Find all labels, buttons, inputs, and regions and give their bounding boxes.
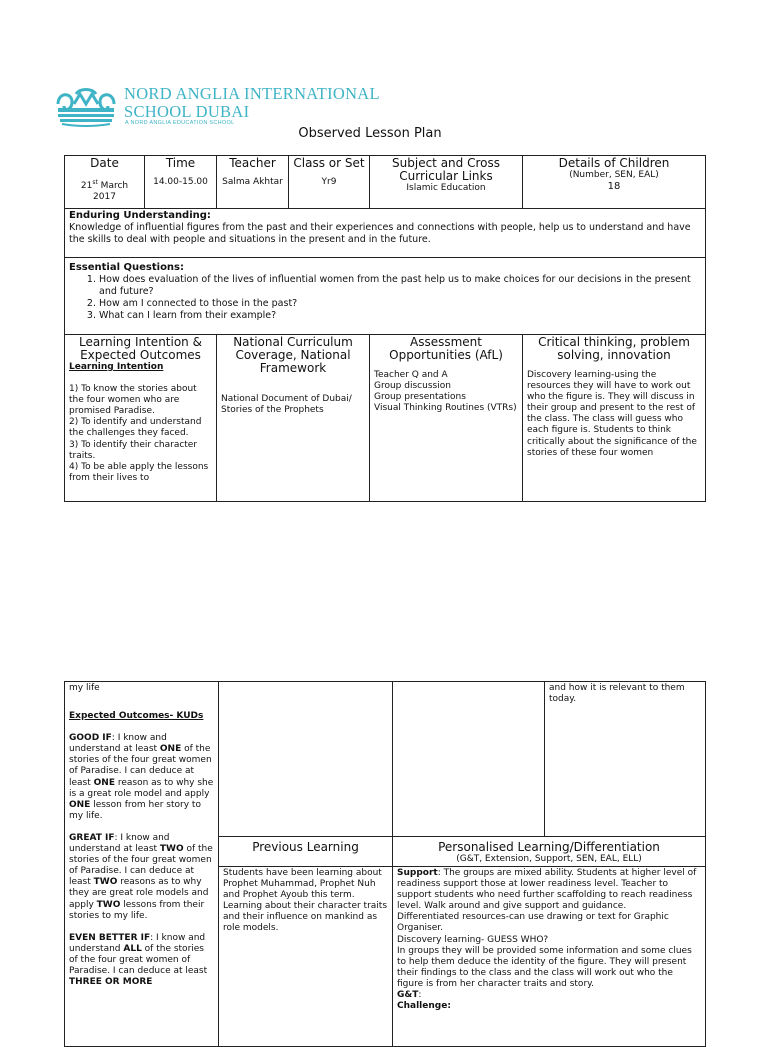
time-value: 14.00-15.00 [153,177,208,187]
national-curriculum-cell [217,335,370,502]
learning-intention-header: Learning Intention & Expected Outcomes [79,335,202,362]
crest-icon [54,84,118,128]
critical-thinking-continued-text: and how it is relevant to them today. [549,683,685,705]
previous-learning-text: Students have been learning about Prophet Muhammad, Prophet Nuh and Prophet Ayoub this term. Learning about their character traits and their influence on mankind as role models. [223,868,388,934]
learning-intention-cell [65,335,217,502]
class-value: Yr9 [321,177,337,187]
assessment-list [374,370,518,414]
support-text: Support: The groups are mixed ability. Students at higher level of readiness support those at lower readiness level. Teacher to support students who need further scaffolding to reach readiness level. Walk around and give support and guidance. [397,868,697,912]
children-value: 18 [607,181,621,192]
learning-intention-continued: my life [69,683,100,693]
logo-name-line1: NORD ANGLIA INTERNATIONAL [124,84,380,103]
children-cell [523,156,706,209]
date-value: 21st March 2017 [80,179,129,202]
assessment-item: Teacher Q and A [374,370,448,380]
outcome-even-better: EVEN BETTER IF: I know and understand ALL of the stories of the four great women of Paradise. I can deduce at least THREE OR MORE [69,932,208,988]
assessment-item: Group presentations [374,392,466,403]
teacher-header: Teacher [229,156,276,170]
class-header: Class or Set [293,156,365,170]
lesson-plan-table [64,155,706,502]
learning-intention-item: 1) To know the stories about the four women who are promised Paradise. [69,384,197,417]
logo-tagline: A NORD ANGLIA EDUCATION SCHOOL [125,120,235,126]
question-item: 3. What can I learn from their example? [99,310,701,322]
date-header: Date [90,156,119,170]
questions-label: Essential Questions: [69,262,185,273]
learning-intention-item: 2) To identify and understand the challenges they faced. [69,417,202,439]
enduring-label: Enduring Understanding: [69,210,211,221]
outcomes-cell [65,682,219,1047]
outcome-great: GREAT IF: I know and understand at least TWO of the stories of the four great women of Paradise. I can deduce at least TWO reasons as to why they are great role models and apply TWO lessons from their stories to my life. [69,832,213,921]
children-header: Details of Children [558,156,670,170]
critical-thinking-continued [545,682,706,837]
personalised-learning-subheader: (G&T, Extension, Support, SEN, EAL, ELL) [456,854,642,864]
previous-learning-header-cell [219,837,393,867]
discovery-text: Discovery learning- GUESS WHO? [397,934,549,945]
assessment-header: Assessment Opportunities (AfL) [389,335,503,362]
learning-intention-label: Learning Intention [69,362,164,372]
assessment-continued [393,682,545,837]
teacher-cell [217,156,289,209]
learning-intention-item: 3) To identify their character traits. [69,439,198,461]
learning-intention-item: 4) To be able apply the lessons from their lives to [69,461,209,483]
national-curriculum-continued [219,682,393,837]
lesson-plan-table-continued [64,681,706,1047]
date-cell [65,156,145,209]
national-curriculum-header: National Curriculum Coverage, National Framework [233,335,353,375]
class-cell [289,156,370,209]
assessment-item: Visual Thinking Routines (VTRs) [374,403,517,414]
critical-thinking-cell [523,335,706,502]
challenge-label: Challenge: [397,1001,451,1012]
previous-learning-cell [219,867,393,1047]
subject-value: Islamic Education [406,183,486,193]
assessment-item: Group discussion [374,381,451,392]
enduring-understanding [65,209,706,258]
questions-list [69,274,701,322]
outcome-good: GOOD IF: I know and understand at least ONE of the stories of the four great women of Paradise. I can deduce at least ONE reason as to why she is a great role model and apply ONE lesson from her story to my life. [69,733,214,821]
teacher-value: Salma Akhtar [222,177,283,187]
enduring-text: Knowledge of influential figures from the past and their experiences and connections with people, help us to understand and have the skills to deal with people and situations in the present and in the future. [69,222,691,245]
subject-cell [370,156,523,209]
personalised-learning-header: Personalised Learning/Differentiation [438,840,660,854]
assessment-cell [370,335,523,502]
critical-thinking-header: Critical thinking, problem solving, innovation [538,335,690,362]
national-curriculum-text: National Document of Dubai/ Stories of the Prophets [221,394,352,416]
essential-questions [65,258,706,335]
logo-name-line2: SCHOOL DUBAI [124,102,250,121]
time-cell [145,156,217,209]
critical-thinking-text: Discovery learning-using the resources they will have to work out who the figure is. They will discuss in their group and present to the rest of the class. The class will guess who each figure is. Students to think critically about the significance of the stories of these four women [527,370,697,458]
time-header: Time [165,156,196,170]
gifted-talented-label: G&T: [397,990,422,1001]
subject-header: Subject and Cross Curricular Links [392,156,500,183]
question-item: 1. How does evaluation of the lives of influential women from the past help us to make choices for our decisions in the present and future? [99,274,701,298]
personalised-learning-cell [393,867,706,1047]
groups-text: In groups they will be provided some information and some clues to help them deduce the identity of the figure. They will present their findings to the class and the class will work out who the figure is from her character traits and story. [397,945,692,989]
personalised-learning-header-cell [393,837,706,867]
children-subheader: (Number, SEN, EAL) [569,170,659,180]
school-logo [54,84,394,128]
expected-outcomes-label: Expected Outcomes- KUDs [69,711,204,722]
differentiation-text: Differentiated resources-can use drawing or text for Graphic Organiser. [397,912,669,934]
learning-intention-list [69,384,212,484]
previous-learning-header: Previous Learning [252,840,359,854]
document-title: Observed Lesson Plan [298,126,442,141]
question-item: 2. How am I connected to those in the past? [99,298,701,310]
